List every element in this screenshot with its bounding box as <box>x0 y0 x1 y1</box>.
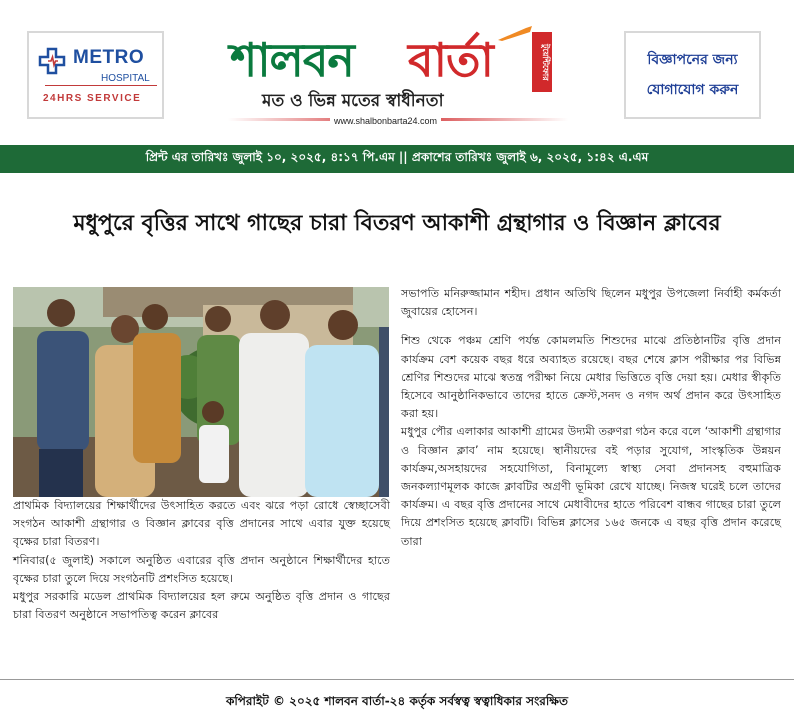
medical-cross-icon <box>38 47 66 75</box>
copyright-footer: কপিরাইট © ২০২৫ শালবন বার্তা-২৪ কর্তৃক সর্বস্বত্ব স্বত্বাধিকার সংরক্ষিত <box>225 694 569 708</box>
logo-tagline: মত ও ভিন্ন মতের স্বাধীনতা <box>262 91 444 111</box>
article-photo <box>13 287 389 497</box>
logo-name-green: শালবন <box>230 33 354 87</box>
print-publish-dates: প্রিন্ট এর তারিখঃ জুলাই ১০, ২০২৫, ৪:১৭ পি.এম || প্রকাশের তারিখঃ জুলাই ৬, ২০২৫, ১:৪২ এ.এম <box>145 150 649 164</box>
logo-name-red: বার্তা <box>408 33 493 87</box>
paragraph: শিশু থেকে পঞ্চম শ্রেণি পর্যন্ত কোমলমতি শিশুদের মাঝে প্রতিষ্ঠানটির বৃত্তি প্রদান কার্যক্রম বেশ কয়েক বছর ধরে অব্যাহত রয়েছে। বছর শেষে ক্লাস পরীক্ষার পর বিভিন্ন শ্রেণির শিশুদের মাঝে স্বতন্ত্র পরীক্ষা নিয়ে মেধার ভিত্তিতে বৃত্তি দেয়া হয়। মেধার স্বীকৃতি হিসেবে আনুষ্ঠানিকভাবে তাদের হাতে ক্রেস্ট,সনদ ও নগদ অর্থ প্রদান করে উৎসাহিত করা হয়। <box>401 334 781 421</box>
paragraph: মধুপুর পৌর এলাকার আকাশী গ্রামের উদ্যমী তরুণরা গঠন করে বলে ‘আকাশী গ্রন্থাগার ও বিজ্ঞান ক্লাব’ নাম হয়েছে। স্থানীয়দের বই পড়ার সুযোগ, সাংস্কৃতিক উন্নয়ন কার্যক্রম,অসহায়দের সহযোগিতা, বিনামূল্যে স্বাস্থ্য সেবা প্রদানসহ বহুমাত্রিক জনকল্যাণমূলক কাজে ক্লাবটির অগ্রণী ভূমিকা রেখে যাচ্ছে। নিজস্ব ঘরেই চলে তাদের কার্যক্রম। এ বছর বৃত্তি প্রদানের সাথে মেধাবীদের হাতে পরিবেশ বান্ধব গাছের চারা তুলে দিয়ে প্রশংসিত হয়েছে ক্লাবটি। বিভিন্ন ক্লাসের ১৬৫ জনকে এ বছর বৃত্তি প্রদান করেছে তারা <box>401 425 781 548</box>
pen-nib-icon <box>496 24 536 42</box>
advertise-box[interactable] <box>624 31 761 119</box>
logo-badge: টুয়েন্টিফোর <box>541 43 550 81</box>
metro-sub: HOSPITAL <box>101 73 150 84</box>
paragraph: প্রাথমিক বিদ্যালয়ের শিক্ষার্থীদের উৎসাহিত করতে এবং ঝরে পড়া রোধে স্বেচ্ছাসেবী সংগঠন আকাশী গ্রন্থাগার ও বিজ্ঞান ক্লাবের বৃত্তি প্রদানের সাথে এবার যুক্ত হয়েছে বৃক্ষের চারা বিতরণ। <box>13 499 390 549</box>
logo-url[interactable]: www.shalbonbarta24.com <box>330 116 441 126</box>
metro-hospital-ad[interactable] <box>27 31 164 119</box>
metro-brand: METRO <box>73 47 145 68</box>
article-body-right <box>401 285 781 551</box>
metro-service: 24HRS SERVICE <box>43 93 142 104</box>
paragraph: মধুপুর সরকারি মডেল প্রাথমিক বিদ্যালয়ের হল রুমে অনুষ্ঠিত বৃত্তি প্রদান ও গাছের চারা বিতরণ অনুষ্ঠানে সভাপতিত্ব করেন ক্লাবের <box>13 590 390 622</box>
advertise-line-1: বিজ্ঞাপনের জন্য <box>647 52 738 68</box>
paragraph: সভাপতি মনিরুজ্জামান শহীদ। প্রধান অতিথি ছিলেন মধুপুর উপজেলা নির্বাহী কর্মকর্তা জুবায়ের হোসেন। <box>401 287 781 319</box>
site-logo[interactable] <box>228 24 568 134</box>
footer-divider <box>0 679 794 680</box>
article-headline: মধুপুরে বৃত্তির সাথে গাছের চারা বিতরণ আকাশী গ্রন্থাগার ও বিজ্ঞান ক্লাবের <box>73 211 721 236</box>
paragraph: শনিবার(৫ জুলাই) সকালে অনুষ্ঠিত এবারের বৃত্তি প্রদান অনুষ্ঠানে শিক্ষার্থীদের হাতে বৃক্ষের চারা তুলে দিয়ে সংগঠনটি প্রশংসিত হয়েছে। <box>13 553 390 585</box>
metro-divider <box>45 85 157 86</box>
advertise-line-2: যোগাযোগ করুন <box>646 82 739 98</box>
article-body-left <box>13 497 390 624</box>
date-band <box>0 145 794 173</box>
paragraph-gap <box>401 321 781 332</box>
event-photo <box>13 287 389 497</box>
site-header <box>0 0 794 142</box>
